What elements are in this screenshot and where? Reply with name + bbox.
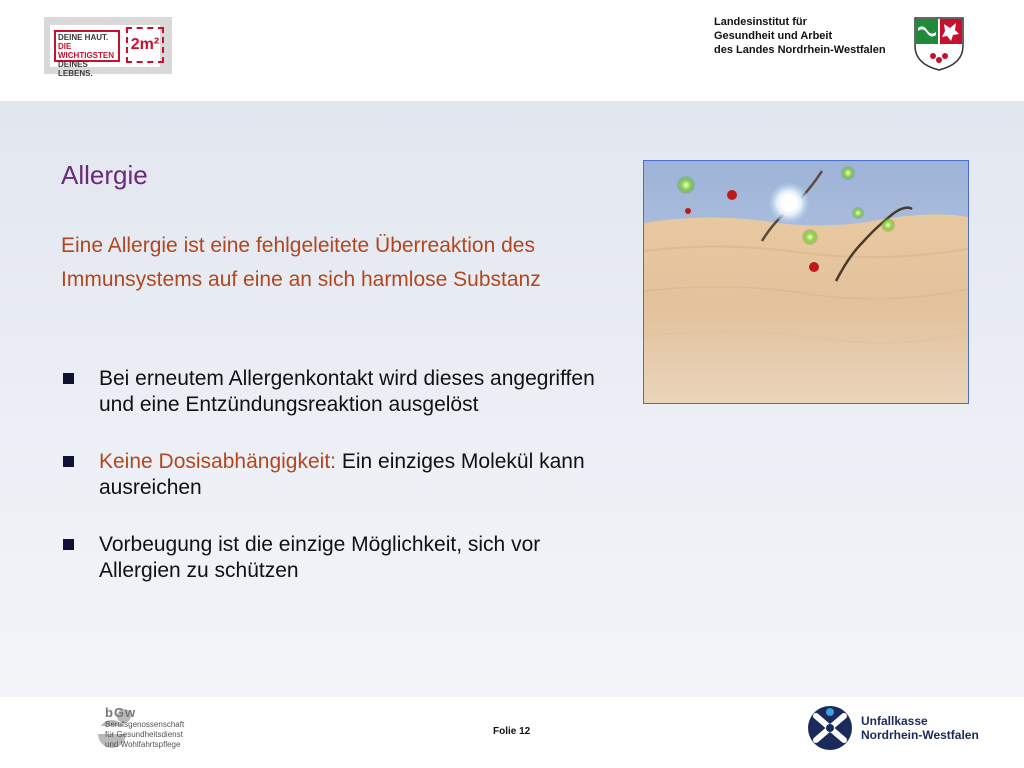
slide-title: Allergie [61,160,148,190]
bullet-text: Vorbeugung ist die einzige Möglichkeit, sich vor Allergien zu schützen [99,533,541,582]
bullet-square-icon [63,456,74,467]
campaign-logo [44,17,172,78]
bgw-name [105,706,184,750]
institute-line-2: Gesundheit und Arbeit [714,30,833,42]
uk-line-1: Unfallkasse [861,714,928,728]
bullet-square-icon [63,373,74,384]
campaign-line-1: DEINE HAUT. [58,33,109,42]
nrw-crest-icon [913,16,965,72]
campaign-2m-badge: 2m² [126,27,164,63]
bgw-line-1: Berufsgenossenschaft [105,720,185,729]
slide-subtitle: Eine Allergie ist eine fehlgeleitete Überreaktion des Immunsystems auf eine an sich harmlose Substanz [61,234,541,291]
bullet-accent-text: Keine Dosisabhängigkeit: [99,450,336,473]
skin-allergen-illustration [643,160,969,404]
institute-line-1: Landesinstitut für [714,16,807,28]
bullet-list [59,366,619,584]
bgw-line-3: und Wohlfahrtspflege [105,740,181,749]
bullet-square-icon [63,539,74,550]
institute-line-3: des Landes Nordrhein-Westfalen [714,44,886,56]
uk-line-2: Nordrhein-Westfalen [861,728,979,742]
campaign-line-3: DEINES LEBENS. [58,60,93,78]
unfallkasse-name [861,714,979,742]
bullet-item [59,532,619,584]
bullet-item [59,449,619,501]
bgw-line-2: für Gesundheitsdienst [105,730,183,739]
slide-header [0,0,1024,101]
skin-illustration-graphic [644,161,968,403]
bgw-abbreviation: bGw [105,705,137,720]
bullet-text: Ein einziges Molekül kann ausreichen [99,450,585,499]
campaign-line-2: DIE WICHTIGSTEN [58,42,114,60]
unfallkasse-logo [806,704,854,752]
slide-number: Folie 12 [493,726,531,737]
campaign-slogan [54,30,120,78]
bullet-text: Bei erneutem Allergenkontakt wird dieses angegriffen und eine Entzündungsreaktion ausgelöst [99,367,595,416]
bullet-item [59,366,619,418]
institute-name [714,15,886,57]
